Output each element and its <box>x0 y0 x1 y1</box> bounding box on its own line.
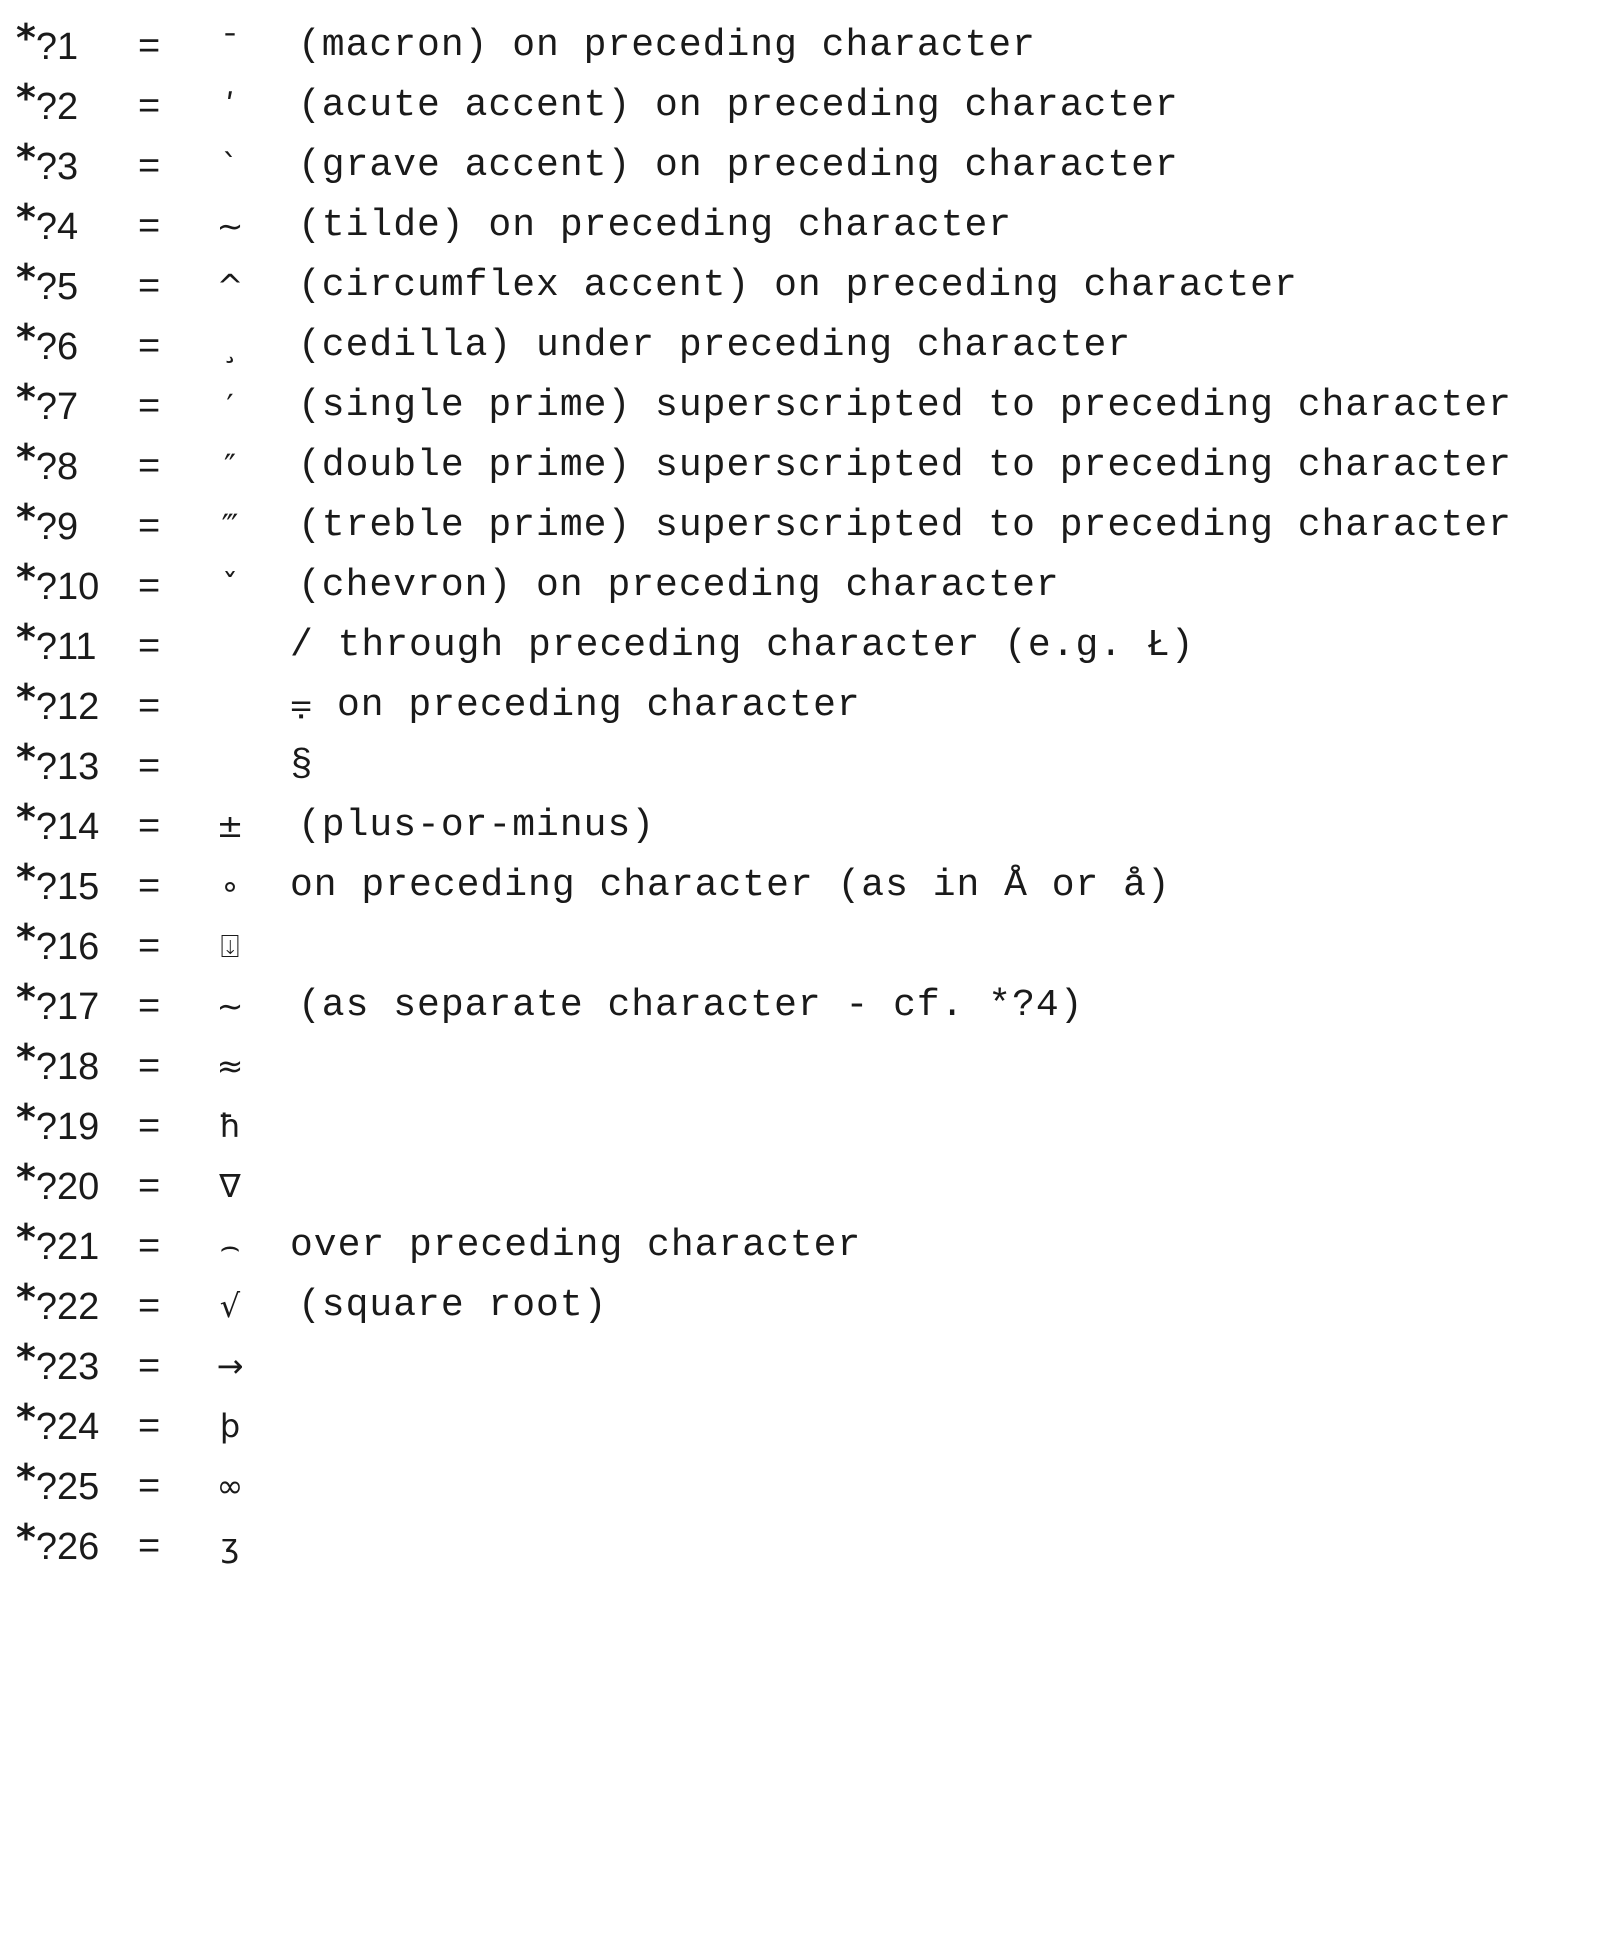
description-text: / through preceding character (e.g. Ł) <box>290 624 1195 667</box>
equals-sign: = <box>138 145 161 187</box>
description-text: (macron) on preceding character <box>298 24 1036 67</box>
asterisk: * <box>16 136 36 180</box>
code-number: ?17 <box>35 986 100 1028</box>
diacritic-symbol: ¯ <box>222 27 238 65</box>
diacritic-symbol: ~ <box>216 987 244 1025</box>
equals-sign: = <box>138 805 161 847</box>
code-number: ?9 <box>35 506 79 548</box>
diacritic-symbol: ∞ <box>216 1467 244 1505</box>
asterisk: * <box>16 736 36 780</box>
description-text: (grave accent) on preceding character <box>298 144 1179 187</box>
asterisk: * <box>16 1216 36 1260</box>
asterisk: * <box>16 16 36 60</box>
code-number: ?1 <box>35 26 79 68</box>
diacritic-symbol: ‴ <box>221 507 239 545</box>
diacritic-symbol: ħ <box>218 1107 242 1145</box>
code-number: ?8 <box>35 446 79 488</box>
diacritic-symbol: ¸ <box>222 327 238 365</box>
asterisk: * <box>16 196 36 240</box>
equals-sign: = <box>138 1405 161 1447</box>
diacritic-symbol: ≈ <box>216 1047 244 1085</box>
code-number: ?14 <box>35 806 100 848</box>
asterisk: * <box>16 796 36 840</box>
equals-sign: = <box>138 925 161 967</box>
description-text: (single prime) superscripted to preceding character <box>298 384 1512 427</box>
diacritic-symbol: ˋ <box>222 147 238 185</box>
description-text: ⩦ on preceding character <box>290 684 861 727</box>
code-number: ?7 <box>35 386 79 428</box>
equals-sign: = <box>138 625 161 667</box>
asterisk: * <box>16 916 36 960</box>
diacritic-symbol: ∇ <box>219 1167 241 1205</box>
diacritic-symbol: ʹ <box>225 87 235 125</box>
description-text: over preceding character <box>290 1224 862 1267</box>
code-number: ?25 <box>35 1466 100 1508</box>
equals-sign: = <box>138 685 161 727</box>
asterisk: * <box>16 1276 36 1320</box>
code-number: ?2 <box>35 86 79 128</box>
diacritic-symbol: þ <box>219 1407 241 1445</box>
equals-sign: = <box>138 1225 161 1267</box>
description-text: (as separate character - cf. *?4) <box>298 984 1084 1027</box>
code-label <box>16 1508 99 1588</box>
description-text: (acute accent) on preceding character <box>298 84 1179 127</box>
equals-sign: = <box>138 865 161 907</box>
code-number: ?15 <box>35 866 100 908</box>
description-text: (chevron) on preceding character <box>298 564 1060 607</box>
diacritic-symbol: ∘ <box>219 867 241 905</box>
code-number: ?24 <box>35 1406 100 1448</box>
diacritic-symbol: → <box>216 1347 244 1385</box>
asterisk: * <box>16 1156 36 1200</box>
asterisk: * <box>16 436 36 480</box>
equals-sign: = <box>138 1525 161 1567</box>
code-number: ?4 <box>35 206 79 248</box>
description-text: (plus-or-minus) <box>298 804 656 847</box>
diacritic-symbol: √ <box>219 1287 241 1325</box>
code-number: ?22 <box>35 1286 100 1328</box>
equals-sign: = <box>138 265 161 307</box>
equals-sign: = <box>138 385 161 427</box>
diacritic-symbol: ^ <box>216 267 244 305</box>
diacritic-symbol: ˇ <box>222 567 238 605</box>
description-text: (cedilla) under preceding character <box>298 324 1132 367</box>
diacritic-symbol: ± <box>216 807 244 845</box>
description-text: (square root) <box>298 1284 608 1327</box>
description-text: on preceding character (as in Å or å) <box>290 864 1171 907</box>
asterisk: * <box>16 976 36 1020</box>
code-number: ?26 <box>35 1526 100 1568</box>
code-entry-row <box>0 1508 1597 1584</box>
diacritic-symbol: ⌢ <box>219 1227 241 1265</box>
equals-sign: = <box>138 445 161 487</box>
code-number: ?13 <box>35 746 100 788</box>
code-number: ?10 <box>35 566 100 608</box>
equals-sign: = <box>138 1165 161 1207</box>
equals-sign: = <box>138 1465 161 1507</box>
description-text: (treble prime) superscripted to preceding character <box>298 504 1512 547</box>
diacritic-symbol: ⍗ <box>220 927 240 965</box>
code-number: ?19 <box>35 1106 100 1148</box>
asterisk: * <box>16 676 36 720</box>
code-number: ?12 <box>35 686 100 728</box>
diacritic-symbol: ʒ <box>220 1527 240 1565</box>
equals-sign: = <box>138 25 161 67</box>
asterisk: * <box>16 1396 36 1440</box>
code-number: ?5 <box>35 266 79 308</box>
equals-sign: = <box>138 1345 161 1387</box>
code-number: ?23 <box>35 1346 100 1388</box>
code-number: ?16 <box>35 926 100 968</box>
code-number: ?6 <box>35 326 79 368</box>
asterisk: * <box>16 376 36 420</box>
code-number: ?3 <box>35 146 79 188</box>
diacritic-symbol: ~ <box>216 207 244 245</box>
equals-sign: = <box>138 325 161 367</box>
equals-sign: = <box>138 565 161 607</box>
asterisk: * <box>16 1336 36 1380</box>
equals-sign: = <box>138 505 161 547</box>
equals-sign: = <box>138 1105 161 1147</box>
equals-sign: = <box>138 745 161 787</box>
description-text: (circumflex accent) on preceding character <box>298 264 1298 307</box>
diacritic-symbol: ″ <box>224 447 236 485</box>
code-number: ?21 <box>35 1226 100 1268</box>
code-number: ?18 <box>35 1046 100 1088</box>
code-number: ?11 <box>35 626 97 668</box>
asterisk: * <box>16 496 36 540</box>
description-text: (double prime) superscripted to preceding character <box>298 444 1512 487</box>
asterisk: * <box>16 316 36 360</box>
asterisk: * <box>16 856 36 900</box>
diacritic-symbol: ′ <box>226 387 234 425</box>
asterisk: * <box>16 1036 36 1080</box>
asterisk: * <box>16 76 36 120</box>
description-text: § <box>290 744 314 787</box>
equals-sign: = <box>138 1045 161 1087</box>
asterisk: * <box>16 1456 36 1500</box>
asterisk: * <box>16 256 36 300</box>
asterisk: * <box>16 1096 36 1140</box>
asterisk: * <box>16 556 36 600</box>
equals-sign: = <box>138 985 161 1027</box>
equals-sign: = <box>138 205 161 247</box>
equals-sign: = <box>138 85 161 127</box>
asterisk: * <box>16 1516 36 1560</box>
code-number: ?20 <box>35 1166 100 1208</box>
description-text: (tilde) on preceding character <box>298 204 1013 247</box>
equals-sign: = <box>138 1285 161 1327</box>
asterisk: * <box>16 616 36 660</box>
